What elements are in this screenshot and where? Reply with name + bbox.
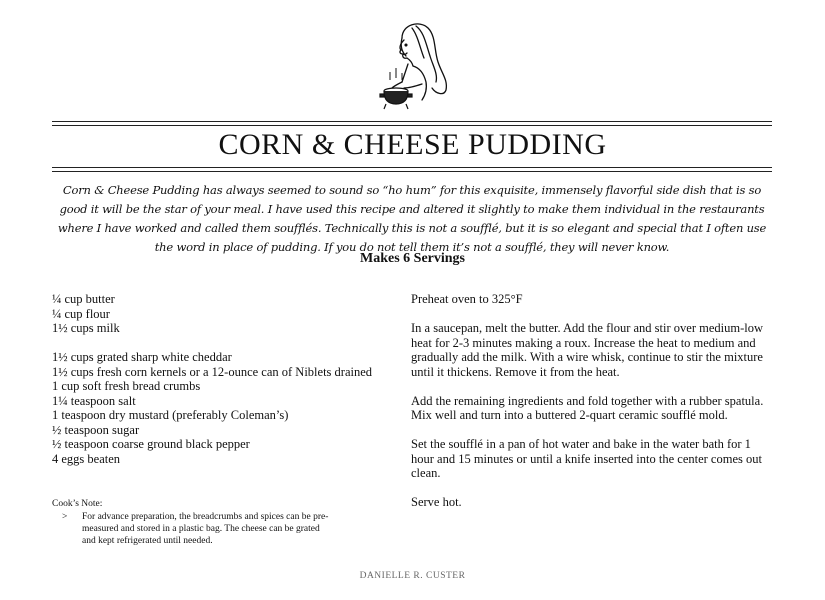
ingredient-item: ½ teaspoon sugar	[52, 422, 140, 437]
chef-woman-illustration-icon	[372, 18, 452, 110]
header-rule-top-inner	[52, 125, 772, 126]
ingredient-item: 1½ cups milk	[52, 321, 120, 335]
ingredient-group-spacer	[52, 336, 382, 351]
ingredient-item: 1½ cups grated sharp white cheddar	[52, 350, 232, 364]
cooks-note	[52, 498, 352, 547]
ingredient-item: 1½ cups fresh corn kernels or a 12-ounce can of Niblets drained	[52, 364, 373, 379]
ingredients-list	[52, 292, 382, 466]
direction-step: Preheat oven to 325°F	[411, 292, 523, 306]
ingredient-item: 1¼ teaspoon salt	[52, 393, 136, 408]
direction-step: In a saucepan, melt the butter. Add the flour and stir over medium-low heat for 2-3 minutes making a roux. Increase the heat to medium and gradually add the milk. With a wire whisk, continue to stir the mixture until it thickens. Remove it from the heat.	[411, 321, 763, 379]
cooks-note-title: Cook’s Note:	[52, 499, 103, 509]
direction-step: Add the remaining ingredients and fold together with a rubber spatula. Mix well and turn into a buttered 2-quart ceramic soufflé mold.	[411, 393, 764, 422]
cooks-note-body	[52, 511, 352, 547]
header-rule-bottom-inner	[52, 167, 772, 168]
ingredient-item: 1 cup soft fresh bread crumbs	[52, 379, 201, 393]
cooks-note-text: For advance preparation, the breadcrumbs and spices can be pre-measured and stored in a plastic bag. The cheese can be grated and kept refrigerated until needed.	[82, 512, 329, 546]
directions-list	[411, 292, 773, 524]
bullet-marker: >	[62, 512, 68, 522]
header-rule-top	[52, 121, 772, 122]
ingredient-item: 4 eggs beaten	[52, 451, 121, 466]
intro-paragraph: Corn & Cheese Pudding has always seemed to sound so “ho hum” for this exquisite, immensely flavorful side dish that is so good it will be the star of your meal. I have used this recipe and altered it slightly to make them individual in the restaurants where I have worked and called them soufflés. Technically this is not a soufflé, but it is so elegant and special that I often use the word in place of pudding. If you do not tell them it’s not a soufflé, they will never know.	[57, 183, 767, 254]
direction-step: Serve hot.	[411, 495, 462, 509]
ingredient-item: 1 teaspoon dry mustard (preferably Coleman’s)	[52, 408, 289, 422]
direction-step: Set the soufflé in a pan of hot water and bake in the water bath for 1 hour and 15 minutes or until a knife inserted into the center comes out clean.	[411, 437, 762, 480]
ingredient-item: ½ teaspoon coarse ground black pepper	[52, 437, 250, 451]
ingredient-item: ¼ cup flour	[52, 306, 110, 321]
ingredient-item: ¼ cup butter	[52, 292, 115, 306]
page-title: CORN & CHEESE PUDDING	[218, 128, 607, 161]
servings-label: Makes 6 Servings	[360, 251, 465, 266]
header-rule-bottom	[52, 171, 772, 172]
author-footer: DANIELLE R. CUSTER	[359, 571, 466, 581]
